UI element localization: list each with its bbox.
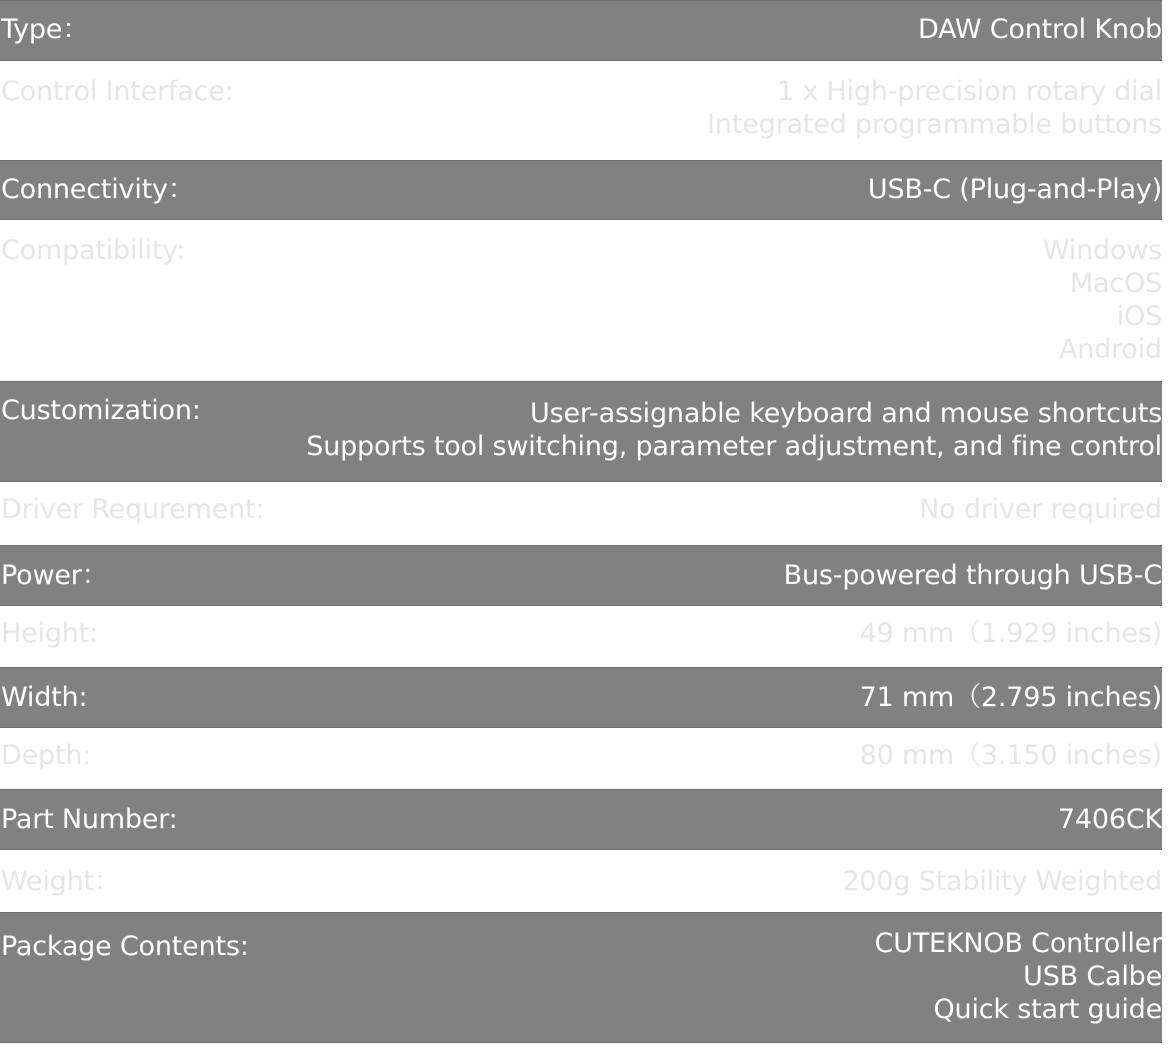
spec-value: Integrated programmable buttons: [707, 109, 1162, 140]
spec-value: Windows: [1042, 235, 1162, 266]
spec-label: Weight：: [1, 866, 121, 897]
spec-row-control-interface: [0, 61, 1162, 160]
spec-label: Part Number:: [1, 804, 178, 835]
spec-value: DAW Control Knob: [917, 14, 1162, 45]
spec-values: [1058, 803, 1162, 836]
spec-value: Bus-powered through USB-C: [783, 560, 1162, 591]
spec-value: 1 x High-precision rotary dial: [776, 76, 1162, 107]
spec-value: Quick start guide: [933, 994, 1162, 1025]
spec-values: [860, 617, 1162, 650]
spec-label: Height:: [1, 618, 98, 649]
spec-values: [875, 927, 1162, 1026]
spec-values: [707, 75, 1162, 141]
spec-value: Android: [1059, 334, 1162, 365]
spec-value: Supports tool switching, parameter adjustment, and fine control: [306, 431, 1162, 462]
spec-row-compatibility: [0, 220, 1162, 381]
spec-row-part-number: [0, 789, 1162, 850]
spec-value: 71 mm（2.795 inches): [859, 682, 1162, 713]
spec-label: Control Interface:: [1, 76, 234, 107]
spec-values: [1043, 234, 1162, 366]
spec-value: 49 mm（1.929 inches): [859, 618, 1162, 649]
spec-value: 200g Stability Weighted: [842, 866, 1162, 897]
spec-value: User-assignable keyboard and mouse shortcuts: [530, 398, 1162, 429]
spec-row-package-contents: [0, 912, 1162, 1043]
spec-row-width: [0, 667, 1162, 728]
spec-label: Connectivity：: [1, 174, 195, 205]
spec-values: [868, 173, 1162, 206]
spec-label: Compatibility:: [1, 235, 185, 266]
spec-value: MacOS: [1069, 268, 1162, 299]
spec-values: [784, 559, 1162, 592]
spec-label: Width:: [1, 682, 88, 713]
spec-value: iOS: [1116, 301, 1162, 332]
spec-row-height: [0, 606, 1162, 667]
spec-value: USB-C (Plug-and-Play): [867, 174, 1162, 205]
spec-value: 7406CK: [1057, 804, 1162, 835]
spec-row-customization: [0, 381, 1162, 482]
spec-values: [842, 865, 1162, 898]
spec-label: Driver Requrement:: [1, 494, 265, 525]
spec-row-driver-requirement: [0, 482, 1162, 545]
spec-value: USB Calbe: [1023, 961, 1162, 992]
spec-values: [306, 397, 1162, 463]
spec-row-type: [0, 0, 1162, 61]
spec-label: Package Contents:: [1, 931, 249, 962]
spec-value: No driver required: [919, 494, 1162, 525]
spec-values: [918, 13, 1162, 46]
spec-label: Depth:: [1, 740, 92, 771]
spec-values: [919, 493, 1162, 526]
spec-label: Power：: [1, 560, 109, 591]
spec-label: Customization:: [1, 395, 201, 426]
spec-values: [860, 739, 1162, 772]
spec-row-power: [0, 545, 1162, 606]
spec-row-depth: [0, 728, 1162, 789]
spec-row-connectivity: [0, 160, 1162, 220]
spec-value: CUTEKNOB Controller: [874, 928, 1162, 959]
spec-label: Type：: [1, 14, 90, 45]
spec-value: 80 mm（3.150 inches): [859, 740, 1162, 771]
spec-values: [860, 681, 1162, 714]
spec-row-weight: [0, 850, 1162, 912]
